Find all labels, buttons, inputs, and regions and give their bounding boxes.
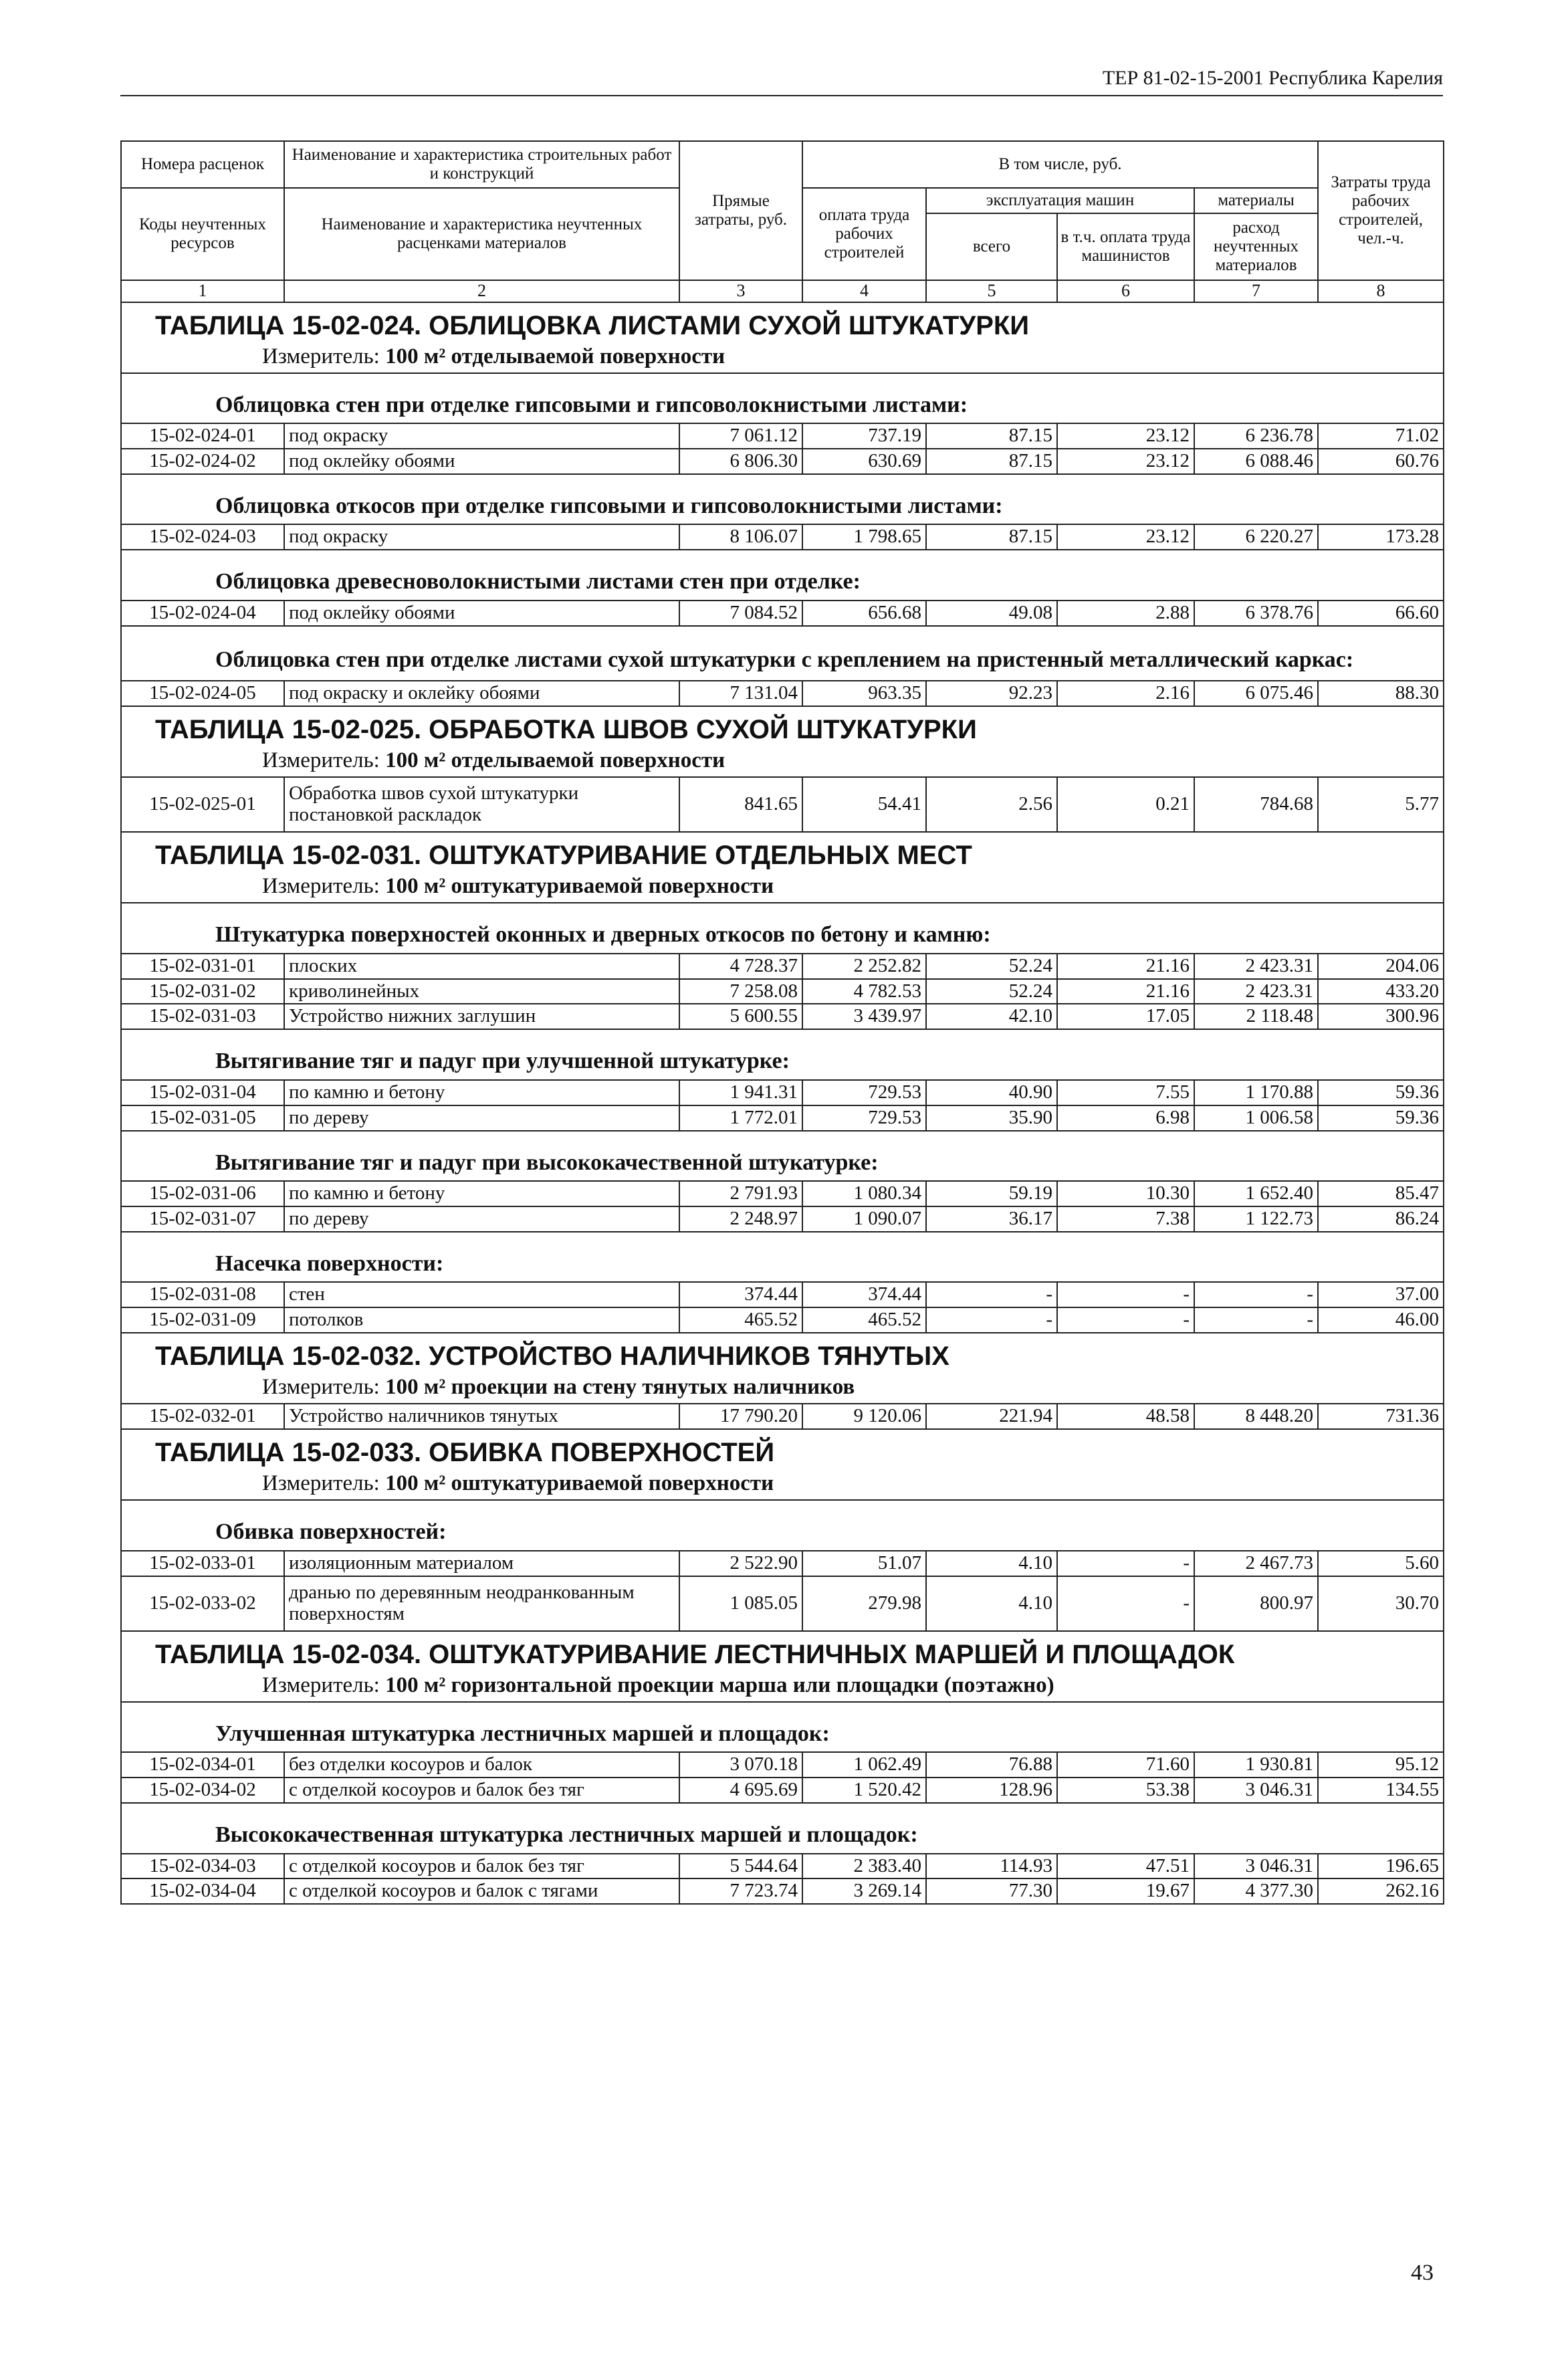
group-heading: Облицовка стен при отделке гипсовыми и гипсоволокнистыми листами: — [121, 373, 1444, 423]
work-description: под окраску — [284, 524, 679, 550]
table-title-row — [121, 1333, 1444, 1371]
machinist-wages: 6.98 — [1057, 1105, 1194, 1131]
worker-wages: 656.68 — [802, 601, 926, 626]
machinist-wages: - — [1057, 1551, 1194, 1576]
material-costs: 800.97 — [1194, 1576, 1318, 1631]
worker-wages: 1 062.49 — [802, 1752, 926, 1778]
machine-operation: 49.08 — [926, 601, 1057, 626]
table-measure-cell — [121, 1467, 1444, 1500]
rate-code: 15-02-033-02 — [121, 1576, 284, 1631]
group-heading: Вытягивание тяг и падуг при высококачественной штукатурке: — [121, 1131, 1444, 1181]
work-description: с отделкой косоуров и балок без тяг — [284, 1854, 679, 1879]
table-title-cell — [121, 706, 1444, 744]
rate-code: 15-02-031-05 — [121, 1105, 284, 1131]
machine-operation: 4.10 — [926, 1576, 1057, 1631]
labor-hours: 30.70 — [1318, 1576, 1444, 1631]
measure-label: Измеритель: — [262, 874, 386, 898]
labor-hours: 66.60 — [1318, 601, 1444, 626]
worker-wages: 737.19 — [802, 423, 926, 449]
material-costs: 784.68 — [1194, 777, 1318, 832]
table-measure-cell — [121, 744, 1444, 777]
direct-costs: 1 085.05 — [679, 1576, 802, 1631]
labor-hours: 204.06 — [1318, 954, 1444, 979]
rate-code: 15-02-034-01 — [121, 1752, 284, 1778]
rate-code: 15-02-032-01 — [121, 1404, 284, 1429]
labor-hours: 46.00 — [1318, 1307, 1444, 1333]
direct-costs: 2 791.93 — [679, 1181, 802, 1206]
direct-costs: 374.44 — [679, 1282, 802, 1307]
table-measure-cell — [121, 870, 1444, 903]
header-unaccounted-materials: расход неучтенных материалов — [1194, 213, 1318, 280]
labor-hours: 196.65 — [1318, 1854, 1444, 1879]
rate-code: 15-02-031-07 — [121, 1206, 284, 1232]
table-row — [121, 954, 1444, 979]
labor-hours: 5.77 — [1318, 777, 1444, 832]
labor-hours: 85.47 — [1318, 1181, 1444, 1206]
machine-operation: 52.24 — [926, 979, 1057, 1004]
direct-costs: 1 772.01 — [679, 1105, 802, 1131]
header-labor: Затраты труда рабочих строителей, чел.-ч. — [1318, 141, 1444, 280]
measure-value: 100 м² отделываемой поверхности — [385, 748, 725, 772]
material-costs: 4 377.30 — [1194, 1878, 1318, 1904]
machine-operation: 221.94 — [926, 1404, 1057, 1429]
rates-table-body — [121, 141, 1444, 1904]
labor-hours: 60.76 — [1318, 449, 1444, 474]
table-row — [121, 524, 1444, 550]
work-description: криволинейных — [284, 979, 679, 1004]
group-heading-row — [121, 1232, 1444, 1282]
table-title-cell — [121, 1631, 1444, 1669]
group-heading: Облицовка откосов при отделке гипсовыми и гипсоволокнистыми листами: — [121, 474, 1444, 524]
table-row — [121, 1576, 1444, 1631]
work-description: потолков — [284, 1307, 679, 1333]
machine-operation: 128.96 — [926, 1778, 1057, 1803]
table-row — [121, 979, 1444, 1004]
table-title-row — [121, 1631, 1444, 1669]
table-title-cell — [121, 1333, 1444, 1371]
table-title-row — [121, 1429, 1444, 1467]
running-header: ТЕР 81-02-15-2001 Республика Карелия — [120, 67, 1443, 96]
labor-hours: 262.16 — [1318, 1878, 1444, 1904]
direct-costs: 4 695.69 — [679, 1778, 802, 1803]
machinist-wages: 19.67 — [1057, 1878, 1194, 1904]
material-costs: 6 220.27 — [1194, 524, 1318, 550]
table-title: ТАБЛИЦА 15-02-031. ОШТУКАТУРИВАНИЕ ОТДЕЛЬНЫХ МЕСТ — [155, 841, 972, 870]
group-heading: Насечка поверхности: — [121, 1232, 1444, 1282]
machinist-wages: 2.16 — [1057, 681, 1194, 706]
direct-costs: 7 723.74 — [679, 1878, 802, 1904]
table-row — [121, 1105, 1444, 1131]
rate-code: 15-02-033-01 — [121, 1551, 284, 1576]
material-costs: 2 467.73 — [1194, 1551, 1318, 1576]
machinist-wages: 71.60 — [1057, 1752, 1194, 1778]
direct-costs: 7 084.52 — [679, 601, 802, 626]
table-row — [121, 449, 1444, 474]
work-description: под оклейку обоями — [284, 449, 679, 474]
header-number: 4 — [802, 280, 926, 302]
direct-costs: 841.65 — [679, 777, 802, 832]
machinist-wages: 10.30 — [1057, 1181, 1194, 1206]
rate-code: 15-02-024-03 — [121, 524, 284, 550]
header-number: 1 — [121, 280, 284, 302]
table-measure-cell — [121, 1371, 1444, 1404]
worker-wages: 54.41 — [802, 777, 926, 832]
rate-code: 15-02-031-03 — [121, 1004, 284, 1029]
material-costs: 2 118.48 — [1194, 1004, 1318, 1029]
group-heading: Вытягивание тяг и падуг при улучшенной штукатурке: — [121, 1029, 1444, 1079]
material-costs: 3 046.31 — [1194, 1778, 1318, 1803]
machinist-wages: - — [1057, 1307, 1194, 1333]
direct-costs: 2 248.97 — [679, 1206, 802, 1232]
material-costs: 3 046.31 — [1194, 1854, 1318, 1879]
labor-hours: 71.02 — [1318, 423, 1444, 449]
table-row — [121, 423, 1444, 449]
labor-hours: 88.30 — [1318, 681, 1444, 706]
material-costs: - — [1194, 1307, 1318, 1333]
table-row — [121, 1282, 1444, 1307]
table-measure-row — [121, 744, 1444, 777]
direct-costs: 6 806.30 — [679, 449, 802, 474]
machinist-wages: - — [1057, 1576, 1194, 1631]
machinist-wages: 23.12 — [1057, 423, 1194, 449]
group-heading-row — [121, 1702, 1444, 1752]
worker-wages: 963.35 — [802, 681, 926, 706]
table-row — [121, 1404, 1444, 1429]
header-number: 7 — [1194, 280, 1318, 302]
table-measure-row — [121, 870, 1444, 903]
worker-wages: 465.52 — [802, 1307, 926, 1333]
labor-hours: 731.36 — [1318, 1404, 1444, 1429]
labor-hours: 95.12 — [1318, 1752, 1444, 1778]
header-group: В том числе, руб. — [802, 141, 1318, 188]
header-machines: эксплуатация машин — [926, 188, 1194, 213]
table-row — [121, 681, 1444, 706]
rate-code: 15-02-031-06 — [121, 1181, 284, 1206]
machinist-wages: 7.38 — [1057, 1206, 1194, 1232]
labor-hours: 59.36 — [1318, 1080, 1444, 1105]
labor-hours: 59.36 — [1318, 1105, 1444, 1131]
machinist-wages: 0.21 — [1057, 777, 1194, 832]
worker-wages: 729.53 — [802, 1105, 926, 1131]
table-title: ТАБЛИЦА 15-02-025. ОБРАБОТКА ШВОВ СУХОЙ ШТУКАТУРКИ — [155, 714, 977, 744]
table-row — [121, 1752, 1444, 1778]
machine-operation: 40.90 — [926, 1080, 1057, 1105]
measure-value: 100 м² проекции на стену тянутых наличников — [385, 1374, 855, 1399]
group-heading-row — [121, 474, 1444, 524]
direct-costs: 8 106.07 — [679, 524, 802, 550]
machinist-wages: 53.38 — [1057, 1778, 1194, 1803]
table-title-cell — [121, 1429, 1444, 1467]
material-costs: 6 088.46 — [1194, 449, 1318, 474]
work-description: по камню и бетону — [284, 1181, 679, 1206]
table-row — [121, 1206, 1444, 1232]
group-heading: Обивка поверхностей: — [121, 1500, 1444, 1550]
rates-table — [120, 140, 1444, 1905]
labor-hours: 300.96 — [1318, 1004, 1444, 1029]
group-heading: Улучшенная штукатурка лестничных маршей и площадок: — [121, 1702, 1444, 1752]
measure-value: 100 м² горизонтальной проекции марша или площадки (поэтажно) — [385, 1673, 1054, 1697]
table-measure-row — [121, 340, 1444, 373]
labor-hours: 5.60 — [1318, 1551, 1444, 1576]
worker-wages: 9 120.06 — [802, 1404, 926, 1429]
machinist-wages: 48.58 — [1057, 1404, 1194, 1429]
table-title: ТАБЛИЦА 15-02-024. ОБЛИЦОВКА ЛИСТАМИ СУХОЙ ШТУКАТУРКИ — [155, 310, 1030, 340]
table-title-cell — [121, 832, 1444, 870]
worker-wages: 2 252.82 — [802, 954, 926, 979]
machinist-wages: 21.16 — [1057, 979, 1194, 1004]
machine-operation: 114.93 — [926, 1854, 1057, 1879]
group-heading-row — [121, 1803, 1444, 1853]
machinist-wages: 21.16 — [1057, 954, 1194, 979]
table-measure-row — [121, 1467, 1444, 1500]
material-costs: 6 075.46 — [1194, 681, 1318, 706]
direct-costs: 7 258.08 — [679, 979, 802, 1004]
work-description: Устройство наличников тянутых — [284, 1404, 679, 1429]
material-costs: 6 236.78 — [1194, 423, 1318, 449]
group-heading: Высококачественная штукатурка лестничных маршей и площадок: — [121, 1803, 1444, 1853]
worker-wages: 51.07 — [802, 1551, 926, 1576]
header-machines-total: всего — [926, 213, 1057, 280]
table-row — [121, 1004, 1444, 1029]
header-number-row — [121, 280, 1444, 302]
group-heading-row — [121, 1500, 1444, 1550]
rates-sheet — [120, 140, 1443, 1905]
machinist-wages: 47.51 — [1057, 1854, 1194, 1879]
worker-wages: 1 798.65 — [802, 524, 926, 550]
machine-operation: 42.10 — [926, 1004, 1057, 1029]
work-description: с отделкой косоуров и балок без тяг — [284, 1778, 679, 1803]
table-row — [121, 1551, 1444, 1576]
group-heading-row — [121, 1029, 1444, 1079]
header-number: 3 — [679, 280, 802, 302]
header-number: 5 — [926, 280, 1057, 302]
machinist-wages: 17.05 — [1057, 1004, 1194, 1029]
table-measure-cell — [121, 340, 1444, 373]
work-description: по дереву — [284, 1105, 679, 1131]
worker-wages: 2 383.40 — [802, 1854, 926, 1879]
table-row — [121, 1181, 1444, 1206]
machine-operation: 59.19 — [926, 1181, 1057, 1206]
direct-costs: 465.52 — [679, 1307, 802, 1333]
table-row — [121, 777, 1444, 832]
table-row — [121, 1878, 1444, 1904]
measure-value: 100 м² отделываемой поверхности — [385, 344, 725, 368]
machine-operation: 87.15 — [926, 524, 1057, 550]
machine-operation: 87.15 — [926, 449, 1057, 474]
work-description: под окраску — [284, 423, 679, 449]
machine-operation: 52.24 — [926, 954, 1057, 979]
table-title-cell — [121, 302, 1444, 340]
measure-label: Измеритель: — [262, 1374, 386, 1399]
rate-code: 15-02-024-01 — [121, 423, 284, 449]
worker-wages: 3 439.97 — [802, 1004, 926, 1029]
work-description: стен — [284, 1282, 679, 1307]
measure-label: Измеритель: — [262, 748, 386, 772]
labor-hours: 37.00 — [1318, 1282, 1444, 1307]
machine-operation: 4.10 — [926, 1551, 1057, 1576]
table-row — [121, 1778, 1444, 1803]
header-number: 8 — [1318, 280, 1444, 302]
measure-label: Измеритель: — [262, 344, 386, 368]
header-wages: оплата труда рабочих строителей — [802, 188, 926, 280]
labor-hours: 134.55 — [1318, 1778, 1444, 1803]
work-description: Обработка швов сухой штукатурки постановкой раскладок — [284, 777, 679, 832]
machine-operation: 76.88 — [926, 1752, 1057, 1778]
work-description: без отделки косоуров и балок — [284, 1752, 679, 1778]
labor-hours: 173.28 — [1318, 524, 1444, 550]
direct-costs: 7 131.04 — [679, 681, 802, 706]
machinist-wages: 23.12 — [1057, 524, 1194, 550]
machine-operation: 2.56 — [926, 777, 1057, 832]
measure-label: Измеритель: — [262, 1673, 386, 1697]
material-costs: 1 122.73 — [1194, 1206, 1318, 1232]
rate-code: 15-02-031-02 — [121, 979, 284, 1004]
group-heading-row — [121, 550, 1444, 600]
table-measure-row — [121, 1371, 1444, 1404]
measure-value: 100 м² оштукатуриваемой поверхности — [385, 874, 774, 898]
material-costs: 1 930.81 — [1194, 1752, 1318, 1778]
work-description: по камню и бетону — [284, 1080, 679, 1105]
direct-costs: 2 522.90 — [679, 1551, 802, 1576]
rate-code: 15-02-031-08 — [121, 1282, 284, 1307]
table-row — [121, 1307, 1444, 1333]
rate-code: 15-02-034-02 — [121, 1778, 284, 1803]
rate-code: 15-02-024-04 — [121, 601, 284, 626]
table-title: ТАБЛИЦА 15-02-034. ОШТУКАТУРИВАНИЕ ЛЕСТНИЧНЫХ МАРШЕЙ И ПЛОЩАДОК — [155, 1639, 1235, 1669]
group-heading: Штукатурка поверхностей оконных и дверных откосов по бетону и камню: — [121, 903, 1444, 953]
worker-wages: 729.53 — [802, 1080, 926, 1105]
header-materials: материалы — [1194, 188, 1318, 213]
material-costs: 1 170.88 — [1194, 1080, 1318, 1105]
direct-costs: 1 941.31 — [679, 1080, 802, 1105]
work-description: Устройство нижних заглушин — [284, 1004, 679, 1029]
work-description: под окраску и оклейку обоями — [284, 681, 679, 706]
rate-code: 15-02-024-02 — [121, 449, 284, 474]
worker-wages: 1 520.42 — [802, 1778, 926, 1803]
machinist-wages: 7.55 — [1057, 1080, 1194, 1105]
direct-costs: 5 544.64 — [679, 1854, 802, 1879]
table-row — [121, 1080, 1444, 1105]
labor-hours: 433.20 — [1318, 979, 1444, 1004]
rate-code: 15-02-034-04 — [121, 1878, 284, 1904]
material-costs: 1 006.58 — [1194, 1105, 1318, 1131]
work-description: по дереву — [284, 1206, 679, 1232]
work-description: под оклейку обоями — [284, 601, 679, 626]
header-col2-top: Наименование и характеристика строительных работ и конструкций — [284, 141, 679, 188]
work-description: плоских — [284, 954, 679, 979]
header-col1-top: Номера расценок — [121, 141, 284, 188]
direct-costs: 5 600.55 — [679, 1004, 802, 1029]
worker-wages: 3 269.14 — [802, 1878, 926, 1904]
direct-costs: 3 070.18 — [679, 1752, 802, 1778]
table-title: ТАБЛИЦА 15-02-032. УСТРОЙСТВО НАЛИЧНИКОВ ТЯНУТЫХ — [155, 1341, 949, 1371]
page-number: 43 — [1411, 2260, 1434, 2285]
header-col1-bottom: Коды неучтенных ресурсов — [121, 188, 284, 280]
machine-operation: 36.17 — [926, 1206, 1057, 1232]
worker-wages: 279.98 — [802, 1576, 926, 1631]
machinist-wages: 2.88 — [1057, 601, 1194, 626]
rate-code: 15-02-034-03 — [121, 1854, 284, 1879]
rate-code: 15-02-024-05 — [121, 681, 284, 706]
material-costs: 8 448.20 — [1194, 1404, 1318, 1429]
machine-operation: 87.15 — [926, 423, 1057, 449]
group-heading-row — [121, 626, 1444, 681]
machine-operation: - — [926, 1282, 1057, 1307]
material-costs: 6 378.76 — [1194, 601, 1318, 626]
header-number: 6 — [1057, 280, 1194, 302]
direct-costs: 17 790.20 — [679, 1404, 802, 1429]
worker-wages: 1 080.34 — [802, 1181, 926, 1206]
group-heading-row — [121, 1131, 1444, 1181]
group-heading-row — [121, 903, 1444, 953]
table-row — [121, 601, 1444, 626]
material-costs: - — [1194, 1282, 1318, 1307]
direct-costs: 7 061.12 — [679, 423, 802, 449]
labor-hours: 86.24 — [1318, 1206, 1444, 1232]
table-title-row — [121, 302, 1444, 340]
machinist-wages: - — [1057, 1282, 1194, 1307]
header-col2-bottom: Наименование и характеристика неучтенных расценками материалов — [284, 188, 679, 280]
measure-label: Измеритель: — [262, 1471, 386, 1496]
header-direct-costs: Прямые затраты, руб. — [679, 141, 802, 280]
header-machinist-wages: в т.ч. оплата труда машинистов — [1057, 213, 1194, 280]
material-costs: 2 423.31 — [1194, 979, 1318, 1004]
table-measure-cell — [121, 1669, 1444, 1702]
machine-operation: 92.23 — [926, 681, 1057, 706]
rate-code: 15-02-031-09 — [121, 1307, 284, 1333]
worker-wages: 630.69 — [802, 449, 926, 474]
measure-value: 100 м² оштукатуриваемой поверхности — [385, 1471, 774, 1496]
worker-wages: 4 782.53 — [802, 979, 926, 1004]
work-description: дранью по деревянным неодранкованным поверхностям — [284, 1576, 679, 1631]
group-heading: Облицовка стен при отделке листами сухой штукатурки с креплением на пристенный металлический каркас: — [121, 626, 1444, 681]
table-title-row — [121, 706, 1444, 744]
machinist-wages: 23.12 — [1057, 449, 1194, 474]
material-costs: 1 652.40 — [1194, 1181, 1318, 1206]
worker-wages: 1 090.07 — [802, 1206, 926, 1232]
rate-code: 15-02-031-01 — [121, 954, 284, 979]
table-title-row — [121, 832, 1444, 870]
machine-operation: - — [926, 1307, 1057, 1333]
rate-code: 15-02-025-01 — [121, 777, 284, 832]
table-measure-row — [121, 1669, 1444, 1702]
table-title: ТАБЛИЦА 15-02-033. ОБИВКА ПОВЕРХНОСТЕЙ — [155, 1438, 775, 1468]
work-description: изоляционным материалом — [284, 1551, 679, 1576]
header-number: 2 — [284, 280, 679, 302]
worker-wages: 374.44 — [802, 1282, 926, 1307]
group-heading: Облицовка древесноволокнистыми листами стен при отделке: — [121, 550, 1444, 600]
header-row-1 — [121, 141, 1444, 188]
group-heading-row — [121, 373, 1444, 423]
work-description: с отделкой косоуров и балок с тягами — [284, 1878, 679, 1904]
table-row — [121, 1854, 1444, 1879]
machine-operation: 35.90 — [926, 1105, 1057, 1131]
rate-code: 15-02-031-04 — [121, 1080, 284, 1105]
machine-operation: 77.30 — [926, 1878, 1057, 1904]
material-costs: 2 423.31 — [1194, 954, 1318, 979]
direct-costs: 4 728.37 — [679, 954, 802, 979]
